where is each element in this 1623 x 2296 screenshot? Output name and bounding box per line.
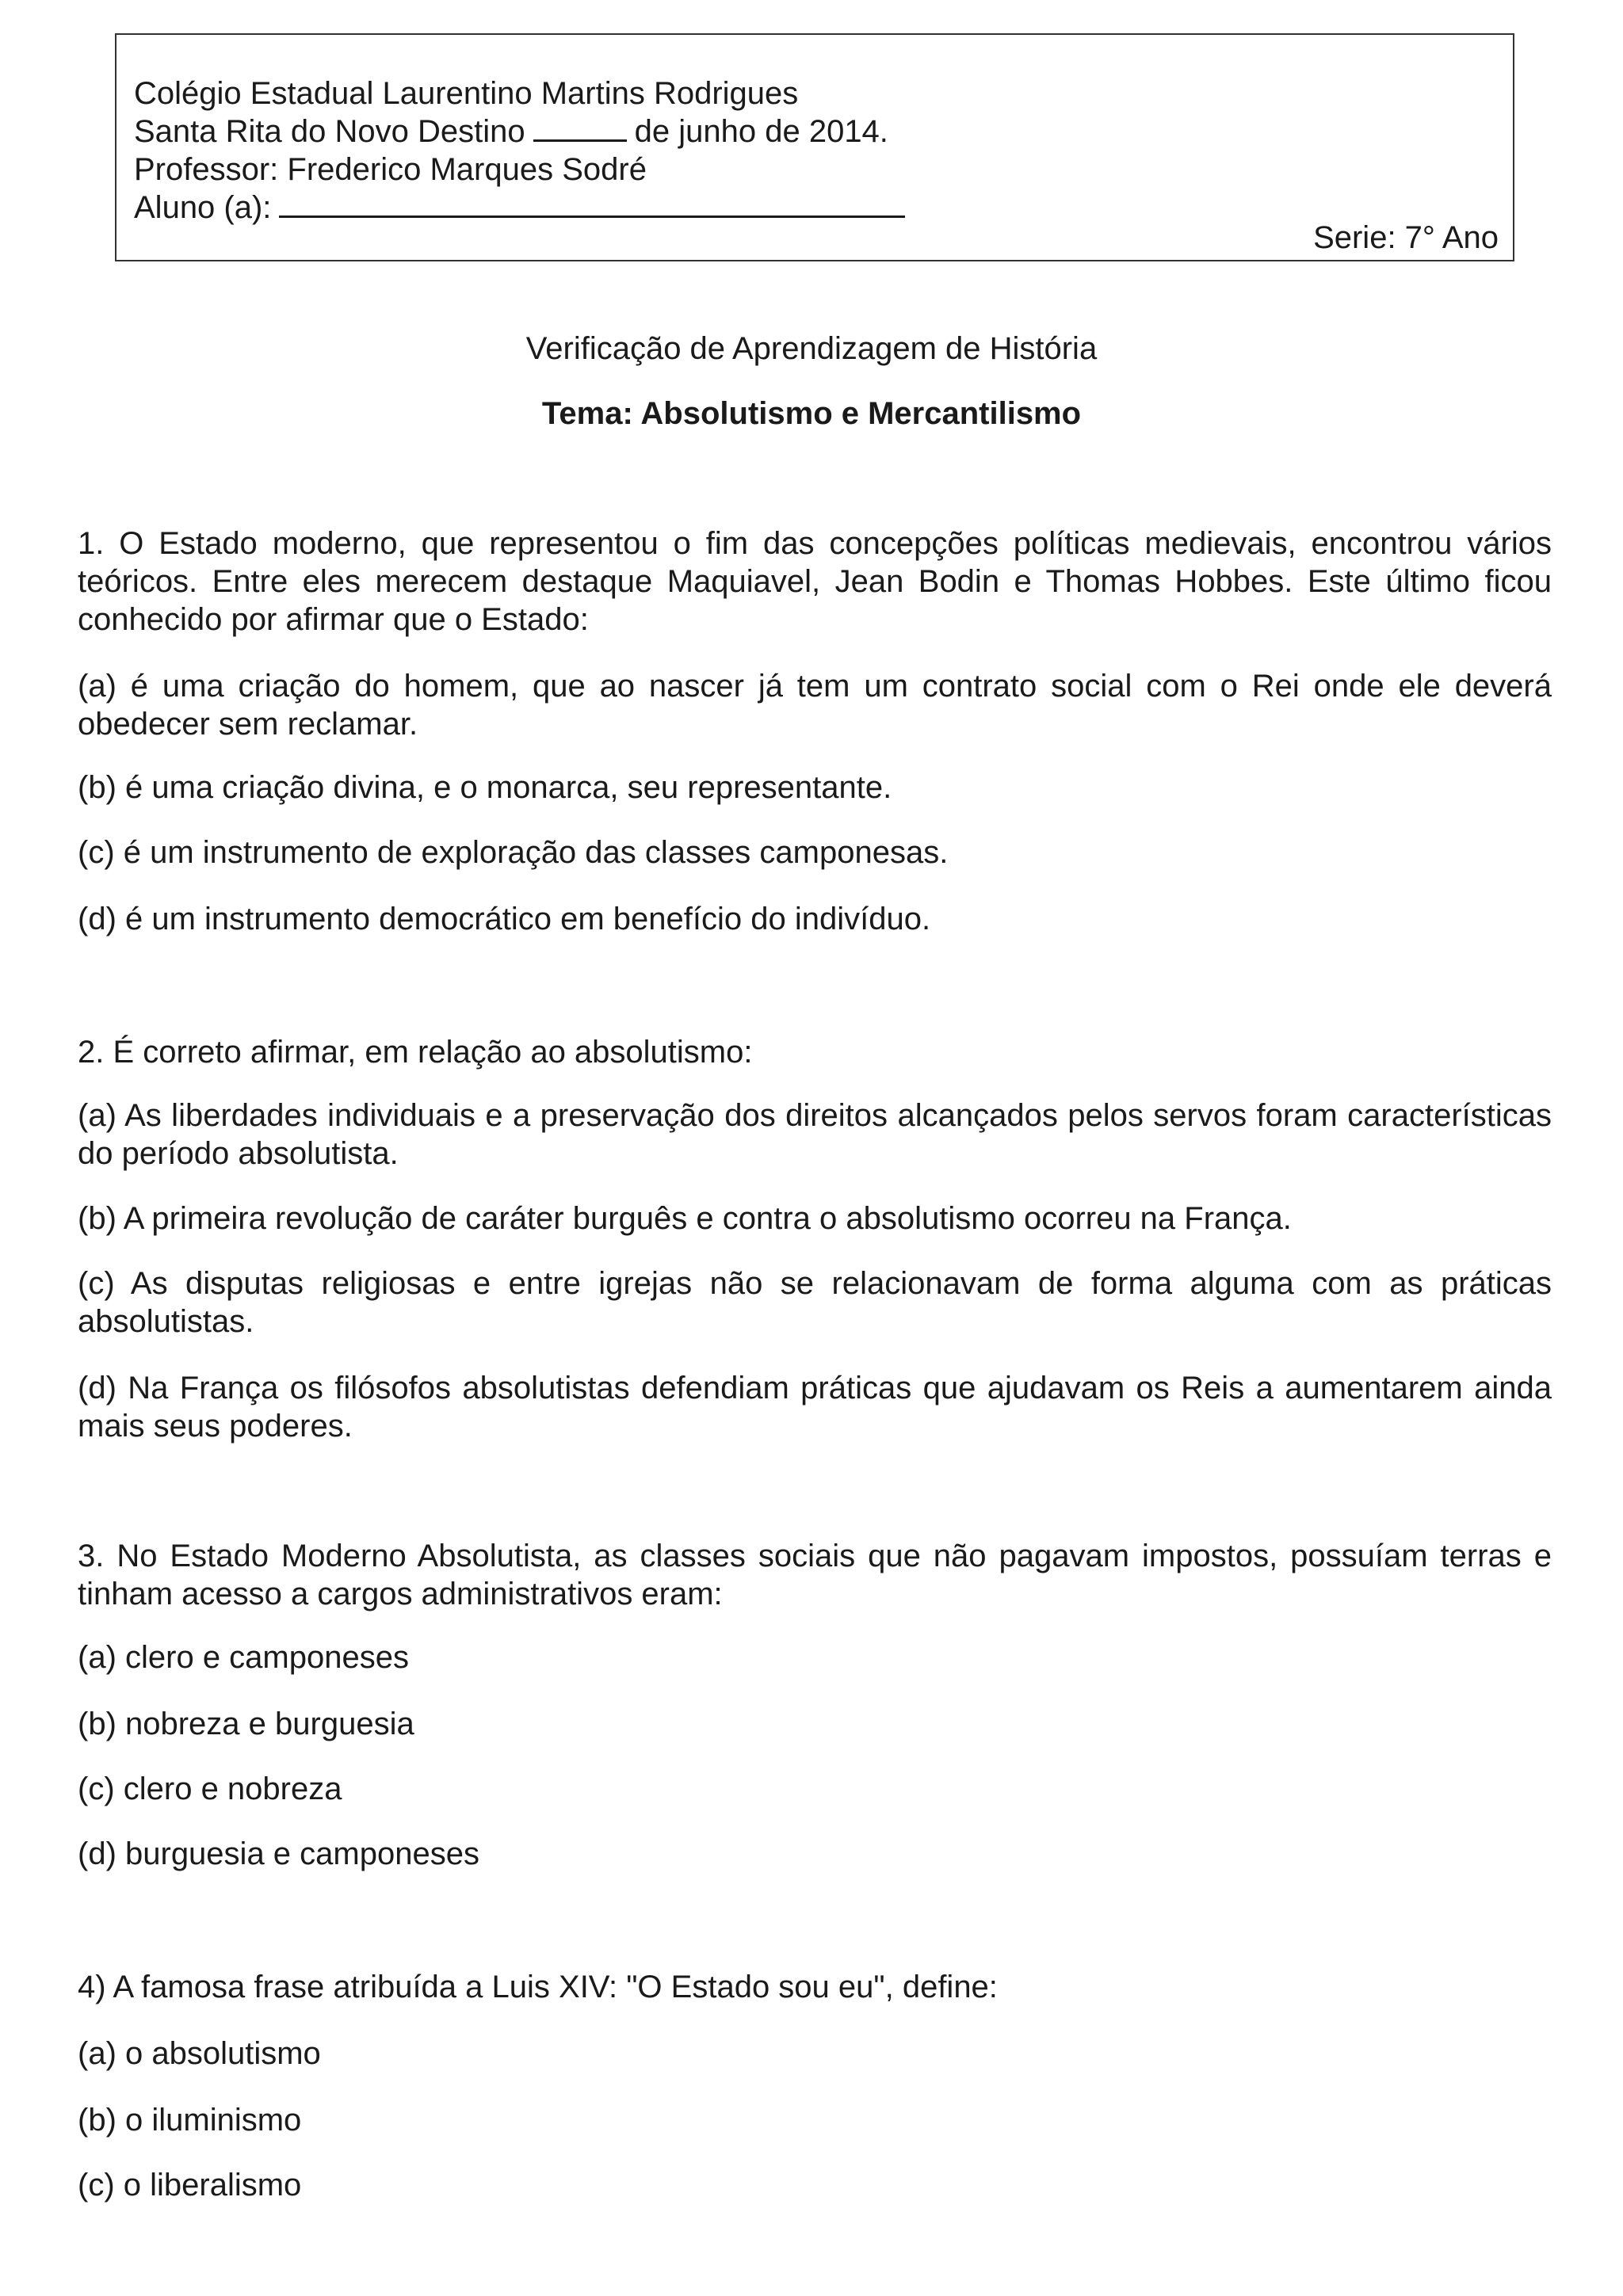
student-name-blank [279, 189, 905, 218]
question-2-option-c: (c) As disputas religiosas e entre igrejas não se relacionavam de forma alguma com as práticas absolutistas. [78, 1266, 1552, 1339]
day-blank [533, 113, 627, 142]
question-2-option-d: (d) Na França os filósofos absolutistas defendiam práticas que ajudavam os Reis a aumentarem ainda mais seus poderes. [78, 1371, 1552, 1444]
place-prefix: Santa Rita do Novo Destino [134, 114, 525, 149]
question-3-option-b: (b) nobreza e burguesia [78, 1707, 414, 1741]
student-line [134, 189, 905, 227]
header-box [115, 33, 1514, 261]
question-1-option-d: (d) é um instrumento democrático em benefício do indivíduo. [78, 902, 931, 936]
question-4-option-a: (a) o absolutismo [78, 2036, 321, 2071]
page-title: Verificação de Aprendizagem de História [525, 331, 1098, 366]
teacher-name: Professor: Frederico Marques Sodré [134, 152, 647, 187]
question-1-option-b: (b) é uma criação divina, e o monarca, seu representante. [78, 770, 892, 805]
question-4-option-b: (b) o iluminismo [78, 2103, 302, 2138]
place-suffix: de junho de 2014. [634, 114, 888, 149]
question-1-option-c: (c) é um instrumento de exploração das classes camponesas. [78, 835, 949, 870]
question-4-option-c: (c) o liberalismo [78, 2168, 302, 2203]
question-1-text: 1. O Estado moderno, que representou o fim das concepções políticas medievais, encontrou vários teóricos. Entre eles merecem destaque Maquiavel, Jean Bodin e Thomas Hobbes. Este último ficou conhecido por afirmar que o Estado: [78, 526, 1552, 637]
question-2-text: 2. É correto afirmar, em relação ao absolutismo: [78, 1035, 753, 1070]
question-3-option-d: (d) burguesia e camponeses [78, 1836, 479, 1871]
question-2-option-a: (a) As liberdades individuais e a preservação dos direitos alcançados pelos servos foram características do período absolutista. [78, 1098, 1552, 1171]
question-3-option-a: (a) clero e camponeses [78, 1640, 409, 1675]
question-3-option-c: (c) clero e nobreza [78, 1772, 342, 1806]
school-name: Colégio Estadual Laurentino Martins Rodrigues [134, 76, 799, 111]
grade-label: Serie: 7° Ano [1313, 220, 1499, 255]
question-1-option-a: (a) é uma criação do homem, que ao nascer já tem um contrato social com o Rei onde ele deverá obedecer sem reclamar. [78, 669, 1552, 742]
question-4-text: 4) A famosa frase atribuída a Luis XIV: "O Estado sou eu", define: [78, 1970, 998, 2004]
student-label: Aluno (a): [134, 190, 272, 225]
place-date-line [134, 113, 888, 151]
theme-title: Tema: Absolutismo e Mercantilismo [541, 396, 1082, 431]
question-2-option-b: (b) A primeira revolução de caráter burguês e contra o absolutismo ocorreu na França. [78, 1201, 1292, 1236]
question-3-text: 3. No Estado Moderno Absolutista, as classes sociais que não pagavam impostos, possuíam terras e tinham acesso a cargos administrativos eram: [78, 1539, 1552, 1611]
